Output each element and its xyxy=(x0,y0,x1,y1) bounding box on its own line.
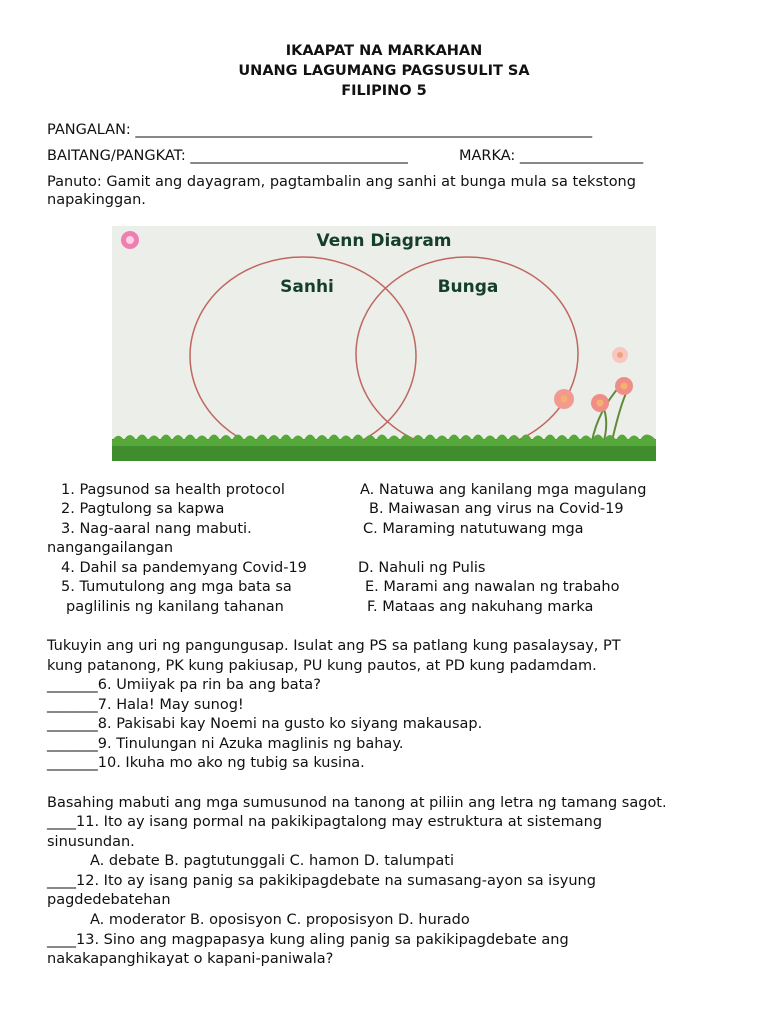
venn-title: Venn Diagram xyxy=(316,231,452,251)
question-12-cont: pagdedebatehan xyxy=(47,892,171,908)
flower-icon xyxy=(121,231,139,249)
question-8[interactable]: _______8. Pakisabi kay Noemi na gusto ko siyang makausap. xyxy=(47,716,483,732)
header-line-3: FILIPINO 5 xyxy=(341,83,427,99)
matching-item-3: 3. Nag-aaral nang mabuti. xyxy=(61,521,252,537)
question-13[interactable]: ____13. Sino ang magpapasya kung aling panig sa pakikipagdebate ang xyxy=(47,932,569,948)
section3-instruction: Basahing mabuti ang mga sumusunod na tanong at piliin ang letra ng tamang sagot. xyxy=(47,795,667,811)
bunga-label: Bunga xyxy=(437,277,499,297)
matching-item-5: 5. Tumutulong ang mga bata sa xyxy=(61,579,292,595)
matching-choice-a: A. Natuwa ang kanilang mga magulang xyxy=(360,482,647,498)
matching-choice-b: B. Maiwasan ang virus na Covid-19 xyxy=(369,501,624,517)
venn-diagram xyxy=(112,226,656,461)
question-9[interactable]: _______9. Tinulungan ni Azuka maglinis ng bahay. xyxy=(47,736,404,752)
grade-field[interactable]: BAITANG/PANGKAT: ______________________________ xyxy=(47,148,408,164)
matching-item-4: 4. Dahil sa pandemyang Covid-19 xyxy=(61,560,307,576)
matching-choice-d: D. Nahuli ng Pulis xyxy=(358,560,486,576)
matching-choice-c: C. Maraming natutuwang mga xyxy=(363,521,584,537)
matching-item-3-cont: nangangailangan xyxy=(47,540,174,556)
matching-choice-e: E. Marami ang nawalan ng trabaho xyxy=(365,579,620,595)
section2-instruction-2: kung patanong, PK kung pakiusap, PU kung pautos, at PD kung padamdam. xyxy=(47,658,597,674)
question-13-cont: nakakapanghikayat o kapani-paniwala? xyxy=(47,951,334,967)
header-line-2: UNANG LAGUMANG PAGSUSULIT SA xyxy=(238,63,530,79)
matching-choice-f: F. Mataas ang nakuhang marka xyxy=(367,599,594,615)
name-field[interactable]: PANGALAN: _______________________________________________________________ xyxy=(47,122,593,138)
question-12-choices: A. moderator B. oposisyon C. proposisyon D. hurado xyxy=(90,912,470,928)
sanhi-label: Sanhi xyxy=(280,277,334,297)
question-11-cont: sinusundan. xyxy=(47,834,135,850)
matching-item-2: 2. Pagtulong sa kapwa xyxy=(61,501,225,517)
venn-instruction: Panuto: Gamit ang dayagram, pagtambalin ang sanhi at bunga mula sa tekstong napakinggan. xyxy=(47,174,636,208)
question-6[interactable]: _______6. Umiiyak pa rin ba ang bata? xyxy=(47,677,321,693)
matching-item-5-cont: paglilinis ng kanilang tahanan xyxy=(66,599,284,615)
question-12[interactable]: ____12. Ito ay isang panig sa pakikipagdebate na sumasang-ayon sa isyung xyxy=(47,873,596,889)
header-line-1: IKAAPAT NA MARKAHAN xyxy=(285,43,483,59)
question-11-choices: A. debate B. pagtutunggali C. hamon D. talumpati xyxy=(90,853,454,869)
section2-instruction-1: Tukuyin ang uri ng pangungusap. Isulat ang PS sa patlang kung pasalaysay, PT xyxy=(47,638,621,654)
question-7[interactable]: _______7. Hala! May sunog! xyxy=(47,697,244,713)
question-11[interactable]: ____11. Ito ay isang pormal na pakikipagtalong may estruktura at sistemang xyxy=(47,814,603,830)
matching-item-1: 1. Pagsunod sa health protocol xyxy=(61,482,285,498)
score-field[interactable]: MARKA: _________________ xyxy=(459,148,644,164)
question-10[interactable]: _______10. Ikuha mo ako ng tubig sa kusina. xyxy=(47,755,365,771)
